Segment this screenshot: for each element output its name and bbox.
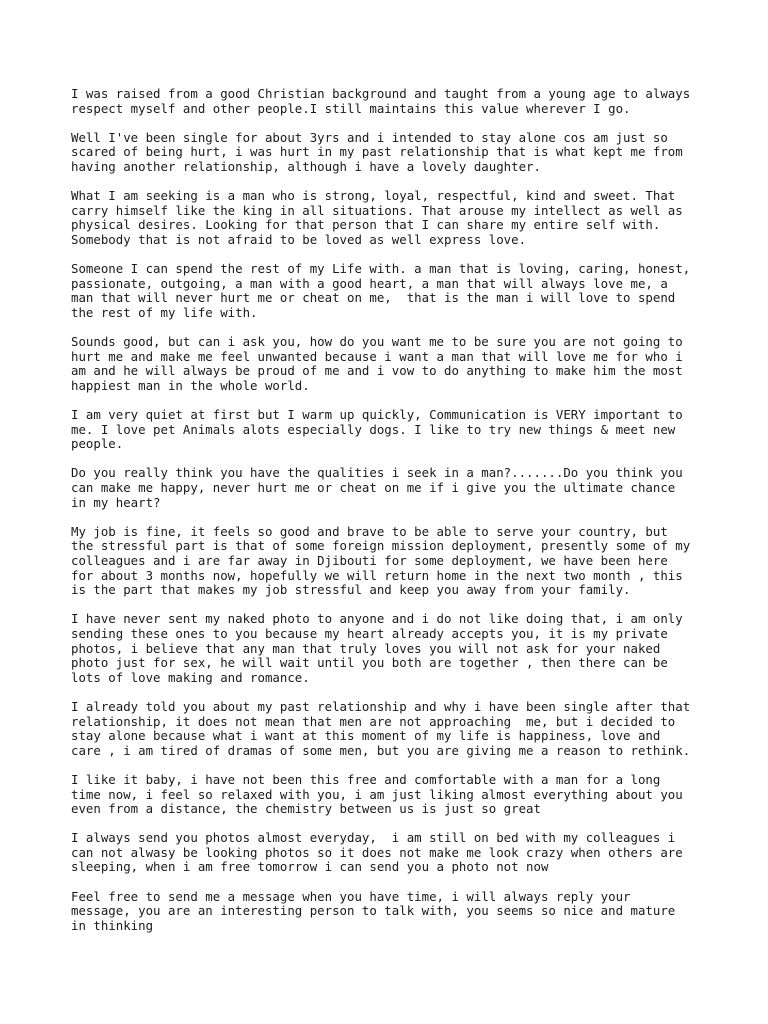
paragraph-5: Sounds good, but can i ask you, how do you want me to be sure you are not going to hurt me and make me feel unwanted because i want a man that will love me for who i am and he will always be proud of me and i vow to do anything to make him the most happiest man in the whole world. [71,334,683,393]
paragraph-9: I have never sent my naked photo to anyone and i do not like doing that, i am only sending these ones to you because my heart already accepts you, it is my private photos, i believe that any man that truly loves you will not ask for your naked photo just for sex, he will wait until you both are together , then there can be lots of love making and romance. [71,611,683,685]
paragraph-2: Well I've been single for about 3yrs and i intended to stay alone cos am just so scared of being hurt, i was hurt in my past relationship that is what kept me from having another relationship, although i have a lovely daughter. [71,129,683,174]
paragraph-3: What I am seeking is a man who is strong, loyal, respectful, kind and sweet. That carry himself like the king in all situations. That arouse my intellect as well as physical desires. Looking for that person that I can share my entire self with. Somebody that is not afraid to be loved as well express love. [71,188,683,247]
paragraph-12: I always send you photos almost everyday, i am still on bed with my colleagues i can not alwasy be looking photos so it does not make me look crazy when others are sleeping, when i am free tomorrow i can send you a photo not now [71,830,683,875]
paragraph-13: Feel free to send me a message when you have time, i will always reply your message, you are an interesting person to talk with, you seems so nice and mature in thinking [71,888,676,933]
paragraph-11: I like it baby, i have not been this free and comfortable with a man for a long time now, i feel so relaxed with you, i am just liking almost everything about you even from a distance, the chemistry between us is just so great [71,771,683,817]
paragraph-8: My job is fine, it feels so good and brave to be able to serve your country, but the stressful part is that of some foreign mission deployment, presently some of my colleagues and i are far away in Djibouti for some deployment, we have been here for about 3 months now, hopefully we will return home in the next two month , this is the part that makes my job stressful and keep you away from your family. [71,523,691,598]
paragraph-6: I am very quiet at first but I warm up quickly, Communication is VERY important to me. I love pet Animals alots especially dogs. I like to try new things & meet new people. [71,407,683,452]
paragraph-7: Do you really think you have the qualities i seek in a man?.......Do you think you can make me happy, never hurt me or cheat on me if i give you the ultimate chance in my heart? [71,465,683,510]
paragraph-10: I already told you about my past relationship and why i have been single after that relationship, it does not mean that men are not approaching me, but i decided to stay alone because what i want at this moment of my life is happiness, love and care , i am tired of dramas of some men, but you are giving me a reason to rethink. [71,698,691,758]
paragraph-4: Someone I can spend the rest of my Life with. a man that is loving, caring, honest, passionate, outgoing, a man with a good heart, a man that will always love me, a man that will never hurt me or cheat on me, that is the man i will love to spend the rest of my life with. [71,261,691,320]
paragraph-1: I was raised from a good Christian background and taught from a young age to always respect myself and other people.I still maintains this value wherever I go. [71,86,691,116]
